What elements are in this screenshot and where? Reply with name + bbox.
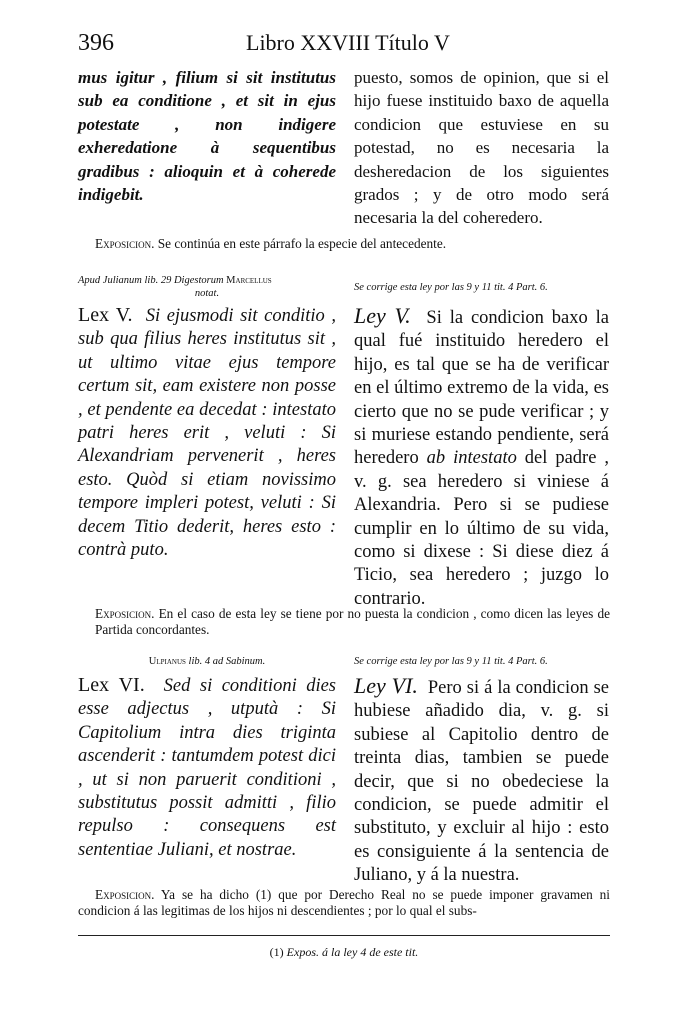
lex6-latin-column <box>78 674 336 862</box>
exposicion-text: Se continúa en este párrafo la especie del antecedente. <box>157 236 447 251</box>
section1-latin-text: mus igitur , filium si sit institutus sub ea conditione , et sit in ejus potestate , non indigere exheredatione à sequentibus gradibus : alioquin et à coherede indigebit. <box>78 68 336 205</box>
lex5-spanish-column <box>354 304 609 611</box>
ley6-label: Ley VI. <box>354 673 418 698</box>
footnote <box>78 945 610 960</box>
page-number: 396 <box>78 30 114 56</box>
footnote-text: Expos. á la ley 4 de este tit. <box>286 945 419 959</box>
footnote-rule <box>78 935 610 936</box>
lex6-label: Lex VI. <box>78 674 145 696</box>
section1-spanish-column <box>354 66 609 230</box>
lex5-latin-body: Si ejusmodi sit conditio , sub qua filius heres institutus sit , ut ultimo vitae ejus tempore certum sit, eam existere non posse , et pendente ea decedat : intestato patri heres erit , veluti : Si Alexandriam pervenerit , heres esto. Quòd si etiam novissimo tempore impleri potest, veluti : Si decem Titio dederit, heres esto : contrà puto. <box>78 306 336 561</box>
lex5-latin-column <box>78 304 336 562</box>
lex5-spanish-text <box>354 304 609 611</box>
lex5-spanish-italic: ab intestato <box>426 448 517 469</box>
ley5-label: Ley V. <box>354 303 411 328</box>
exposicion-label: Exposicion. <box>95 887 155 902</box>
section1-latin-column <box>78 66 336 206</box>
lex6-source-right: Se corrige esta ley por las 9 y 11 tit. 4 Part. 6. <box>354 656 548 667</box>
lex6-spanish-body: Pero si á la condicion se hubiese añadido dia, v. g. si subiese al Capitolio dentro de treinta dias, tambien se puede decir, que si no obedeciese la condicion, se puede admitir el substituto, y excluir al hijo : esto es consiguiente á la sentencia de Juliano, y á la nuestra. <box>354 678 610 886</box>
lex5-spanish-body-b: del padre , v. g. sea heredero si viniese á Alexandria. Pero si se pudiese cumplir en lo último de su vida, como si dixese : Si diese diez á Ticio, sea heredero ; juzgo lo contrario. <box>354 448 609 609</box>
page-header <box>78 30 608 64</box>
lex6-spanish-text <box>354 674 609 888</box>
lex5-spanish-body-a: Si la condicion baxo la qual fué instituido heredero el hijo, es tal que se ha de verificar en el último extremo de la vida, es cierto que no se pude verificar ; y si muriese estando pendiente, será heredero <box>354 308 610 469</box>
lex6-source-author: Ulpianus <box>148 656 186 667</box>
lex5-latin-text <box>78 304 336 562</box>
lex6-source-left <box>78 655 336 668</box>
lex5-source-author: Marcellus <box>226 275 272 286</box>
exposicion-text: En el caso de esta ley se tiene por no puesta la condicion , como dicen las leyes de Partida concordantes. <box>95 606 610 637</box>
lex6-latin-text <box>78 674 336 862</box>
lex6-exposicion <box>78 887 610 919</box>
exposicion-label: Exposicion. <box>95 606 155 621</box>
lex6-latin-body: Sed si conditioni dies esse adjectus , utputà : Si Capitolium intra dies triginta ascenderit : tantumdem potest dici , ut si non paruerit conditioni , substitutus possit admitti , filio repulso : consequens est sententiae Juliani, et nostrae. <box>78 676 336 860</box>
lex5-source-work: Apud Julianum lib. 29 Digestorum <box>78 275 224 286</box>
lex6-spanish-column <box>354 674 609 888</box>
lex5-source-right: Se corrige esta ley por las 9 y 11 tit. 4 Part. 6. <box>354 282 548 293</box>
section1-spanish-text: puesto, somos de opinion, que si el hijo fuese instituido baxo de aquella condicion que estuviese en su potestad, no es necesaria la desheredacion de los siguientes grados ; y de otro modo será necesaria la del coheredero. <box>354 68 609 228</box>
lex5-label: Lex V. <box>78 304 133 326</box>
exposicion-text: Ya se ha dicho (1) que por Derecho Real no se puede imponer gravamen ni condicion á las legitimas de los hijos ni descendientes ; por lo qual el subs- <box>78 887 610 918</box>
exposicion-label: Exposicion. <box>95 236 155 251</box>
footnote-marker: (1) <box>269 945 284 959</box>
running-head: Libro XXVIII Título V <box>246 30 450 55</box>
section1-exposicion <box>95 236 610 252</box>
lex6-source-work: lib. 4 ad Sabinum. <box>188 656 266 667</box>
lex5-source-left <box>78 274 336 300</box>
lex5-exposicion <box>95 606 610 638</box>
lex5-source-tail: notat. <box>194 288 220 299</box>
